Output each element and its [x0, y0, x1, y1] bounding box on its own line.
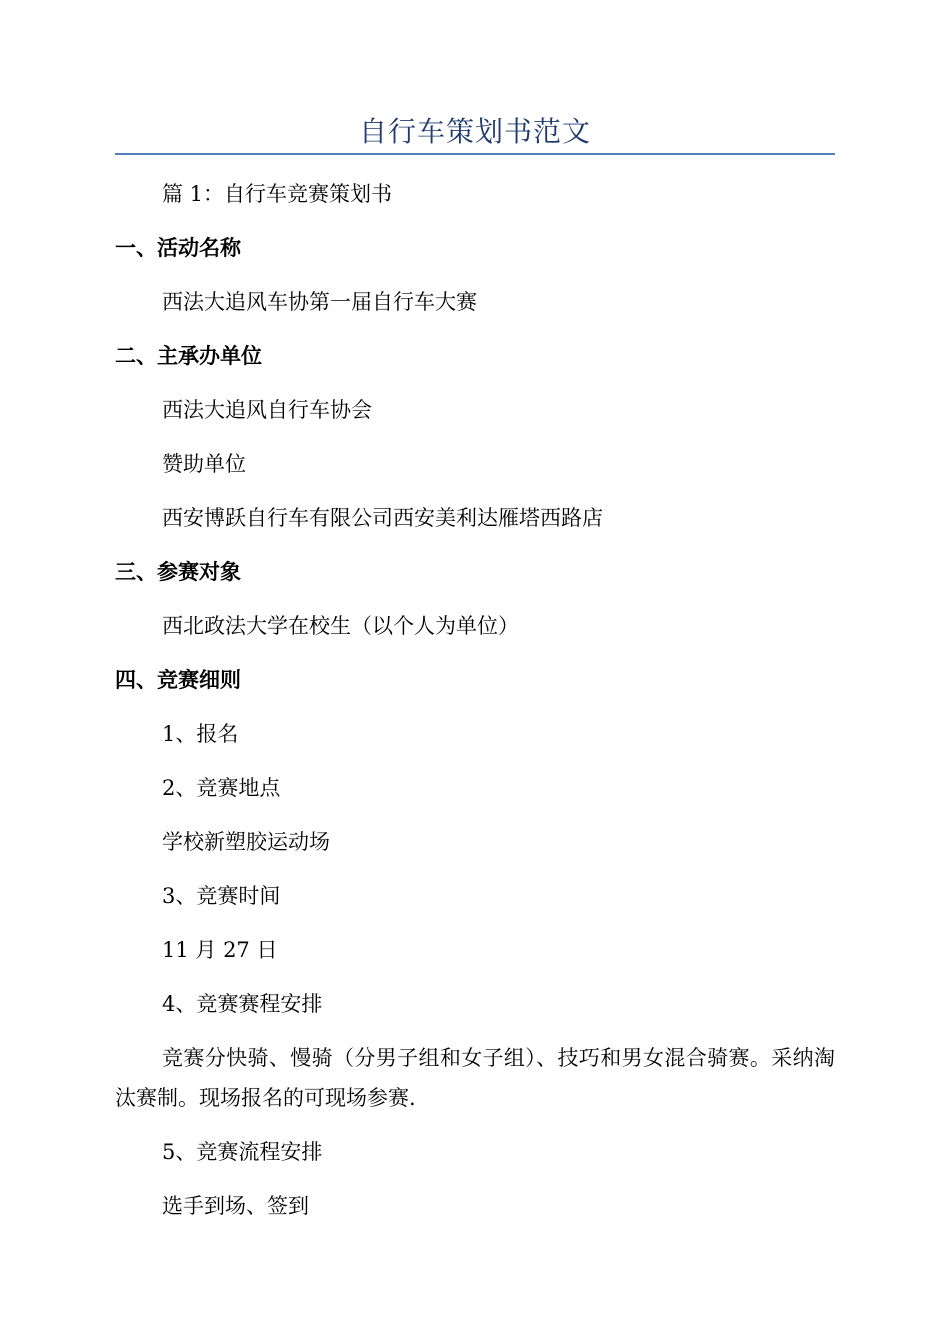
document-title: 自行车策划书范文 [358, 115, 591, 148]
process-text: 选手到场、签到 [162, 1194, 309, 1218]
rules-item-process: 5、竞赛流程安排 [162, 1140, 323, 1164]
document-subtitle: 篇 1：自行车竞赛策划书 [162, 182, 393, 206]
title-underline [115, 153, 835, 155]
sponsors-text: 西安博跃自行车有限公司西安美利达雁塔西路店 [162, 506, 603, 530]
host-organization-text: 西法大追风自行车协会 [162, 398, 372, 422]
venue-text: 学校新塑胶运动场 [162, 830, 330, 854]
rules-item-registration: 1、报名 [162, 722, 239, 746]
section-heading-organizers: 二、主承办单位 [115, 344, 262, 368]
section-heading-activity-name: 一、活动名称 [115, 236, 241, 260]
activity-name-text: 西法大追风车协第一届自行车大赛 [162, 290, 477, 314]
time-text: 11 月 27 日 [162, 938, 278, 962]
rules-item-schedule: 4、竞赛赛程安排 [162, 992, 323, 1016]
section-heading-rules: 四、竞赛细则 [115, 668, 241, 692]
schedule-paragraph: 竞赛分快骑、慢骑（分男子组和女子组）、技巧和男女混合骑赛。采纳淘汰赛制。现场报名的可现场参赛. [115, 1046, 835, 1110]
rules-item-time: 3、竞赛时间 [162, 884, 281, 908]
section-heading-participants: 三、参赛对象 [115, 560, 241, 584]
rules-item-venue: 2、竞赛地点 [162, 776, 281, 800]
participants-text: 西北政法大学在校生（以个人为单位） [162, 614, 519, 638]
sponsor-label: 赞助单位 [162, 452, 246, 476]
